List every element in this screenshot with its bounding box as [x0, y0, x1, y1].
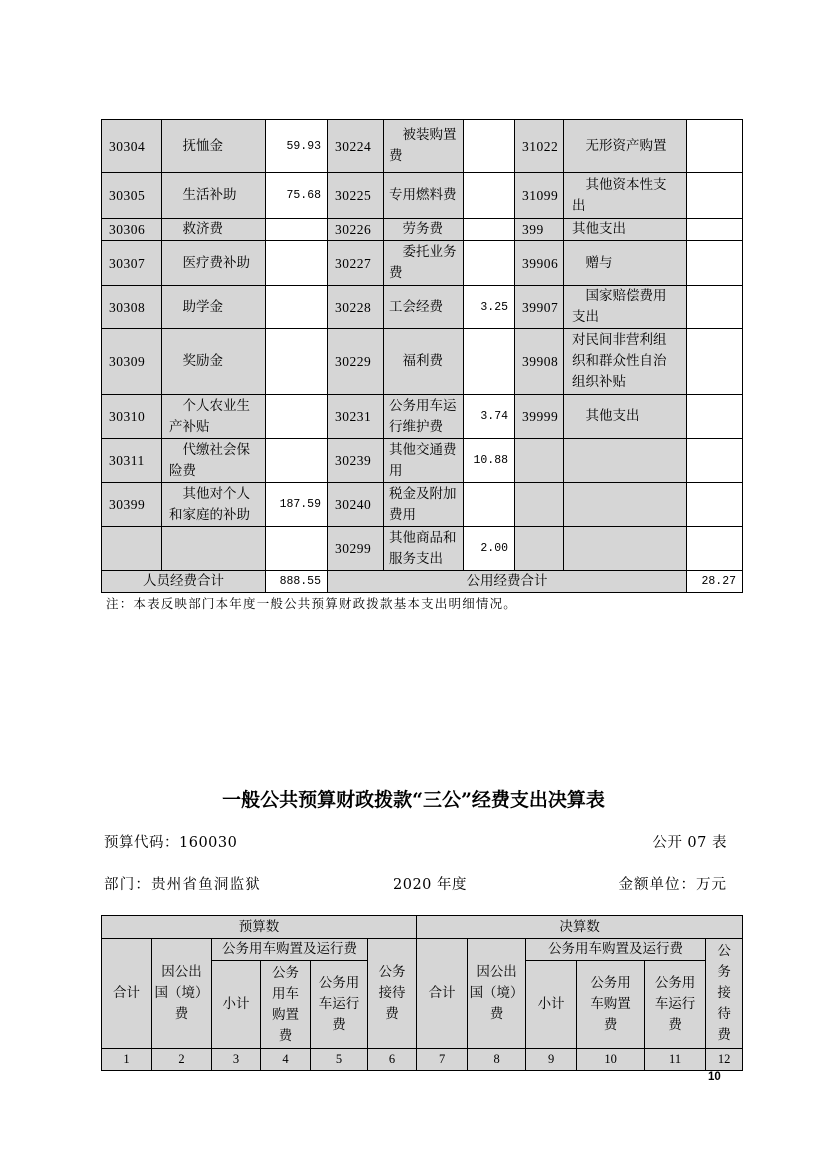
econ-item-cell: 助学金 [162, 286, 266, 329]
table-number: 公开 07 表 [652, 835, 727, 851]
empty-cell [687, 329, 743, 395]
public-total-label: 公用经费合计 [328, 571, 687, 593]
econ-item-cell: 国家赔偿费用 支出 [564, 286, 687, 329]
budget-group-header: 预算数 [102, 916, 417, 939]
three-public-table [101, 915, 743, 1071]
econ-code-cell: 30227 [328, 241, 384, 286]
econ-code-cell: 30305 [102, 173, 162, 219]
empty-cell [102, 527, 162, 571]
empty-cell [266, 439, 328, 483]
econ-code-cell: 39907 [515, 286, 564, 329]
amount-cell: 10.88 [464, 439, 515, 483]
group-header-row [102, 916, 743, 939]
totals-row [102, 571, 743, 593]
personnel-total-label: 人员经费合计 [102, 571, 266, 593]
econ-code-cell: 39999 [515, 395, 564, 439]
econ-code-cell: 30309 [102, 329, 162, 395]
empty-cell [564, 439, 687, 483]
col-subtotal-header: 小计 [212, 961, 261, 1049]
column-number: 6 [368, 1049, 417, 1071]
column-number: 3 [212, 1049, 261, 1071]
empty-cell [464, 483, 515, 527]
expenditure-row [102, 286, 743, 329]
econ-item-cell: 委托业务 费 [384, 241, 464, 286]
empty-cell [687, 527, 743, 571]
col-vehicle-header: 公务用车购置及运行费 [526, 939, 706, 961]
amount-cell: 75.68 [266, 173, 328, 219]
col-vehicle-operation-header: 公务用 车运行 费 [645, 961, 706, 1049]
econ-item-cell: 其他支出 [564, 395, 687, 439]
column-number: 8 [468, 1049, 526, 1071]
amount-cell: 2.00 [464, 527, 515, 571]
page-title: 一般公共预算财政拨款“三公”经费支出决算表 [222, 789, 605, 811]
empty-cell [515, 483, 564, 527]
expenditure-row [102, 241, 743, 286]
expenditure-row [102, 173, 743, 219]
column-number: 10 [577, 1049, 645, 1071]
econ-item-cell: 代缴社会保 险费 [162, 439, 266, 483]
econ-item-cell: 救济费 [162, 219, 266, 241]
econ-code-cell: 30304 [102, 120, 162, 173]
econ-item-cell: 其他支出 [564, 219, 687, 241]
empty-cell [464, 241, 515, 286]
column-number-row [102, 1049, 743, 1071]
basic-expenditure-table [101, 119, 743, 593]
econ-code-cell: 30308 [102, 286, 162, 329]
econ-code-cell: 30240 [328, 483, 384, 527]
econ-code-cell: 30310 [102, 395, 162, 439]
empty-cell [464, 120, 515, 173]
col-overseas-header: 因公出 国（境） 费 [468, 939, 526, 1049]
econ-item-cell: 其他资本性支 出 [564, 173, 687, 219]
column-number: 7 [417, 1049, 468, 1071]
final-group-header: 决算数 [417, 916, 743, 939]
column-number: 2 [152, 1049, 212, 1071]
econ-code-cell: 31099 [515, 173, 564, 219]
col-overseas-header: 因公出 国（境） 费 [152, 939, 212, 1049]
amount-cell: 3.74 [464, 395, 515, 439]
econ-item-cell: 无形资产购置 [564, 120, 687, 173]
econ-code-cell: 30399 [102, 483, 162, 527]
expenditure-row [102, 527, 743, 571]
econ-code-cell: 30231 [328, 395, 384, 439]
public-total-value: 28.27 [687, 571, 743, 593]
column-number: 11 [645, 1049, 706, 1071]
empty-cell [515, 527, 564, 571]
column-number: 4 [261, 1049, 311, 1071]
expenditure-row [102, 120, 743, 173]
col-subtotal-header: 小计 [526, 961, 577, 1049]
econ-item-cell: 个人农业生 产补贴 [162, 395, 266, 439]
empty-cell [687, 395, 743, 439]
empty-cell [266, 219, 328, 241]
col-reception-header: 公 务 接 待 费 [706, 939, 743, 1049]
econ-item-cell: 对民间非营利组 织和群众性自治 组织补贴 [564, 329, 687, 395]
empty-cell [687, 439, 743, 483]
expenditure-row [102, 395, 743, 439]
expenditure-row [102, 483, 743, 527]
amount-cell: 187.59 [266, 483, 328, 527]
empty-cell [266, 329, 328, 395]
empty-cell [687, 241, 743, 286]
empty-cell [687, 286, 743, 329]
empty-cell [266, 286, 328, 329]
column-number: 12 [706, 1049, 743, 1071]
econ-item-cell: 其他商品和 服务支出 [384, 527, 464, 571]
empty-cell [266, 527, 328, 571]
empty-cell [564, 527, 687, 571]
econ-item-cell: 其他对个人 和家庭的补助 [162, 483, 266, 527]
column-number: 5 [311, 1049, 368, 1071]
econ-item-cell: 其他交通费 用 [384, 439, 464, 483]
empty-cell [687, 219, 743, 241]
expenditure-row [102, 439, 743, 483]
empty-cell [266, 395, 328, 439]
empty-cell [687, 483, 743, 527]
econ-code-cell: 30306 [102, 219, 162, 241]
fiscal-year: 2020 年度 [393, 877, 468, 893]
empty-cell [162, 527, 266, 571]
amount-cell: 3.25 [464, 286, 515, 329]
econ-code-cell: 30224 [328, 120, 384, 173]
econ-item-cell: 抚恤金 [162, 120, 266, 173]
econ-item-cell: 奖励金 [162, 329, 266, 395]
column-number: 1 [102, 1049, 152, 1071]
empty-cell [687, 173, 743, 219]
econ-item-cell: 被装购置 费 [384, 120, 464, 173]
econ-item-cell: 劳务费 [384, 219, 464, 241]
empty-cell [266, 241, 328, 286]
col-total-header: 合计 [102, 939, 152, 1049]
table-note: 注：本表反映部门本年度一般公共预算财政拨款基本支出明细情况。 [106, 596, 518, 611]
empty-cell [515, 439, 564, 483]
econ-code-cell: 30299 [328, 527, 384, 571]
empty-cell [687, 120, 743, 173]
empty-cell [464, 329, 515, 395]
econ-code-cell: 30311 [102, 439, 162, 483]
econ-code-cell: 30239 [328, 439, 384, 483]
econ-item-cell: 税金及附加 费用 [384, 483, 464, 527]
amount-unit: 金额单位：万元 [618, 877, 727, 893]
econ-item-cell: 工会经费 [384, 286, 464, 329]
amount-cell: 59.93 [266, 120, 328, 173]
econ-item-cell: 赠与 [564, 241, 687, 286]
econ-code-cell: 31022 [515, 120, 564, 173]
econ-item-cell: 生活补助 [162, 173, 266, 219]
econ-item-cell: 医疗费补助 [162, 241, 266, 286]
budget-code: 预算代码：160030 [104, 835, 238, 851]
econ-code-cell: 30228 [328, 286, 384, 329]
econ-code-cell: 39906 [515, 241, 564, 286]
col-vehicle-purchase-header: 公务 用车 购置 费 [261, 961, 311, 1049]
econ-code-cell: 30226 [328, 219, 384, 241]
expenditure-row [102, 219, 743, 241]
econ-code-cell: 30225 [328, 173, 384, 219]
col-vehicle-header: 公务用车购置及运行费 [212, 939, 368, 961]
empty-cell [564, 483, 687, 527]
econ-item-cell: 福利费 [384, 329, 464, 395]
personnel-total-value: 888.55 [266, 571, 328, 593]
expenditure-row [102, 329, 743, 395]
col-reception-header: 公务 接待 费 [368, 939, 417, 1049]
column-number: 9 [526, 1049, 577, 1071]
department: 部门：贵州省鱼洞监狱 [104, 877, 261, 893]
empty-cell [464, 173, 515, 219]
column-header-row [102, 939, 743, 961]
col-vehicle-operation-header: 公务用 车运行 费 [311, 961, 368, 1049]
econ-item-cell: 公务用车运 行维护费 [384, 395, 464, 439]
col-total-header: 合计 [417, 939, 468, 1049]
econ-code-cell: 30229 [328, 329, 384, 395]
empty-cell [464, 219, 515, 241]
col-vehicle-purchase-header: 公务用 车购置 费 [577, 961, 645, 1049]
econ-code-cell: 30307 [102, 241, 162, 286]
econ-item-cell: 专用燃料费 [384, 173, 464, 219]
econ-code-cell: 399 [515, 219, 564, 241]
econ-code-cell: 39908 [515, 329, 564, 395]
page-number: 10 [708, 1071, 721, 1083]
